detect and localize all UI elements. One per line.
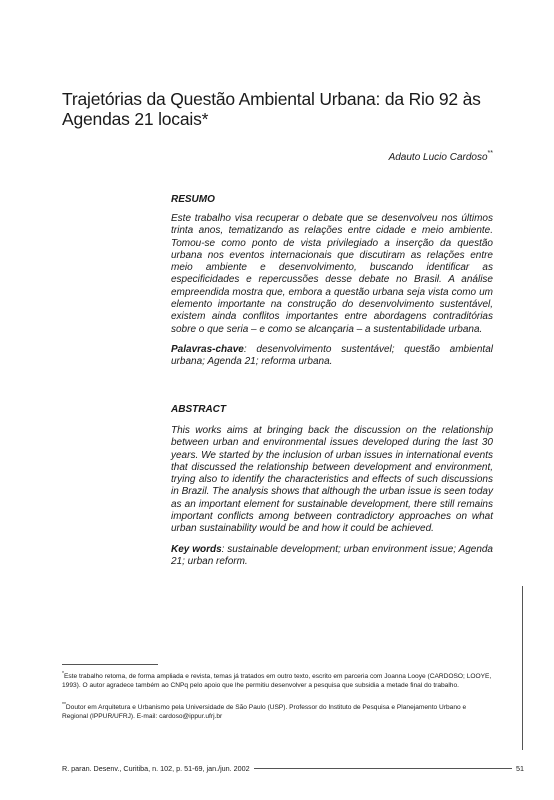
footnote-2 [62, 701, 492, 721]
author-name: Adauto Lucio Cardoso [388, 152, 488, 163]
keywords-text: : desenvolvimento sustentável; questão ambiental urbana; Agenda 21; reforma urbana. [171, 343, 493, 368]
author-footnote-mark: ** [487, 150, 493, 157]
footnote-2-text: Doutor em Arquitetura e Urbanismo pela Universidade de São Paulo (USP). Professor do Instituto de Pesquisa e Planejamento Urbano e Regional (IPPUR/UFRJ). E-mail: cardoso@ippur.ufrj.br [62, 704, 467, 721]
footnote-1-text: Este trabalho retoma, de forma ampliada e revista, temas já tratados em outro texto, escrito em parceria com Joanna Looye (CARDOSO; LOOYE, 1993). O autor agradece também ao CNPq pelo apoio que lhe permitiu desenvolver a pesquisa que subsidia a metade final do trabalho. [62, 673, 492, 690]
footnote-1 [62, 670, 492, 690]
footnote-separator [62, 664, 158, 665]
resumo-heading: RESUMO [171, 194, 215, 205]
abstract-text: This works aims at bringing back the discussion on the relationship between urban and environmental issues developed during the last 30 years. We started by the inclusion of urban issues in international events that discussed the relationship between development and environment, trying also to identify the characteristics and effects of such discussions in Brazil. The analysis shows that although the urban issue is seen today as an important element for sustainable development, there still remains important conflicts among between contradictory approaches on what urban sustainability would be and how it could be achieved. [171, 425, 493, 535]
article-title: Trajetórias da Questão Ambiental Urbana: da Rio 92 às Agendas 21 locais* [62, 89, 481, 129]
resumo-section [171, 213, 493, 369]
resumo-text: Este trabalho visa recuperar o debate que se desenvolveu nos últimos trinta anos, tematizando as relações entre cidade e meio ambiente. Tomou-se como ponto de vista privilegiado a inserção da questão urbana nos eventos internacionais que discutiram as relações entre meio ambiente e desenvolvimento, buscando identificar as especificidades e repercussões desse debate no Brasil. A análise empreendida mostra que, embora a questão urbana seja vista como um elemento importante na construção do desenvolvimento sustentável, existem ainda conflitos importantes entre abordagens contraditórias sobre o que seria – e como se alcançaria – a sustentabilidade urbana. [171, 213, 493, 335]
abstract-keywords [171, 544, 493, 569]
journal-citation: R. paran. Desenv., Curitiba, n. 102, p. 51-69, jan./jun. 2002 [62, 763, 250, 773]
footer-rule [254, 768, 512, 769]
footnote-2-mark: ** [62, 702, 66, 708]
keywords-label: Palavras-chave [171, 343, 244, 355]
keywords-label: Key words [171, 543, 222, 555]
page-number: 51 [516, 763, 524, 773]
abstract-section [171, 425, 493, 568]
author-line [389, 150, 493, 163]
keywords-text: : sustainable development; urban environment issue; Agenda 21; urban reform. [171, 543, 493, 567]
footnote-1-mark: * [62, 671, 64, 677]
margin-rule [522, 586, 523, 750]
page-footer [62, 762, 524, 774]
resumo-keywords [171, 344, 493, 369]
abstract-heading: ABSTRACT [171, 404, 226, 415]
